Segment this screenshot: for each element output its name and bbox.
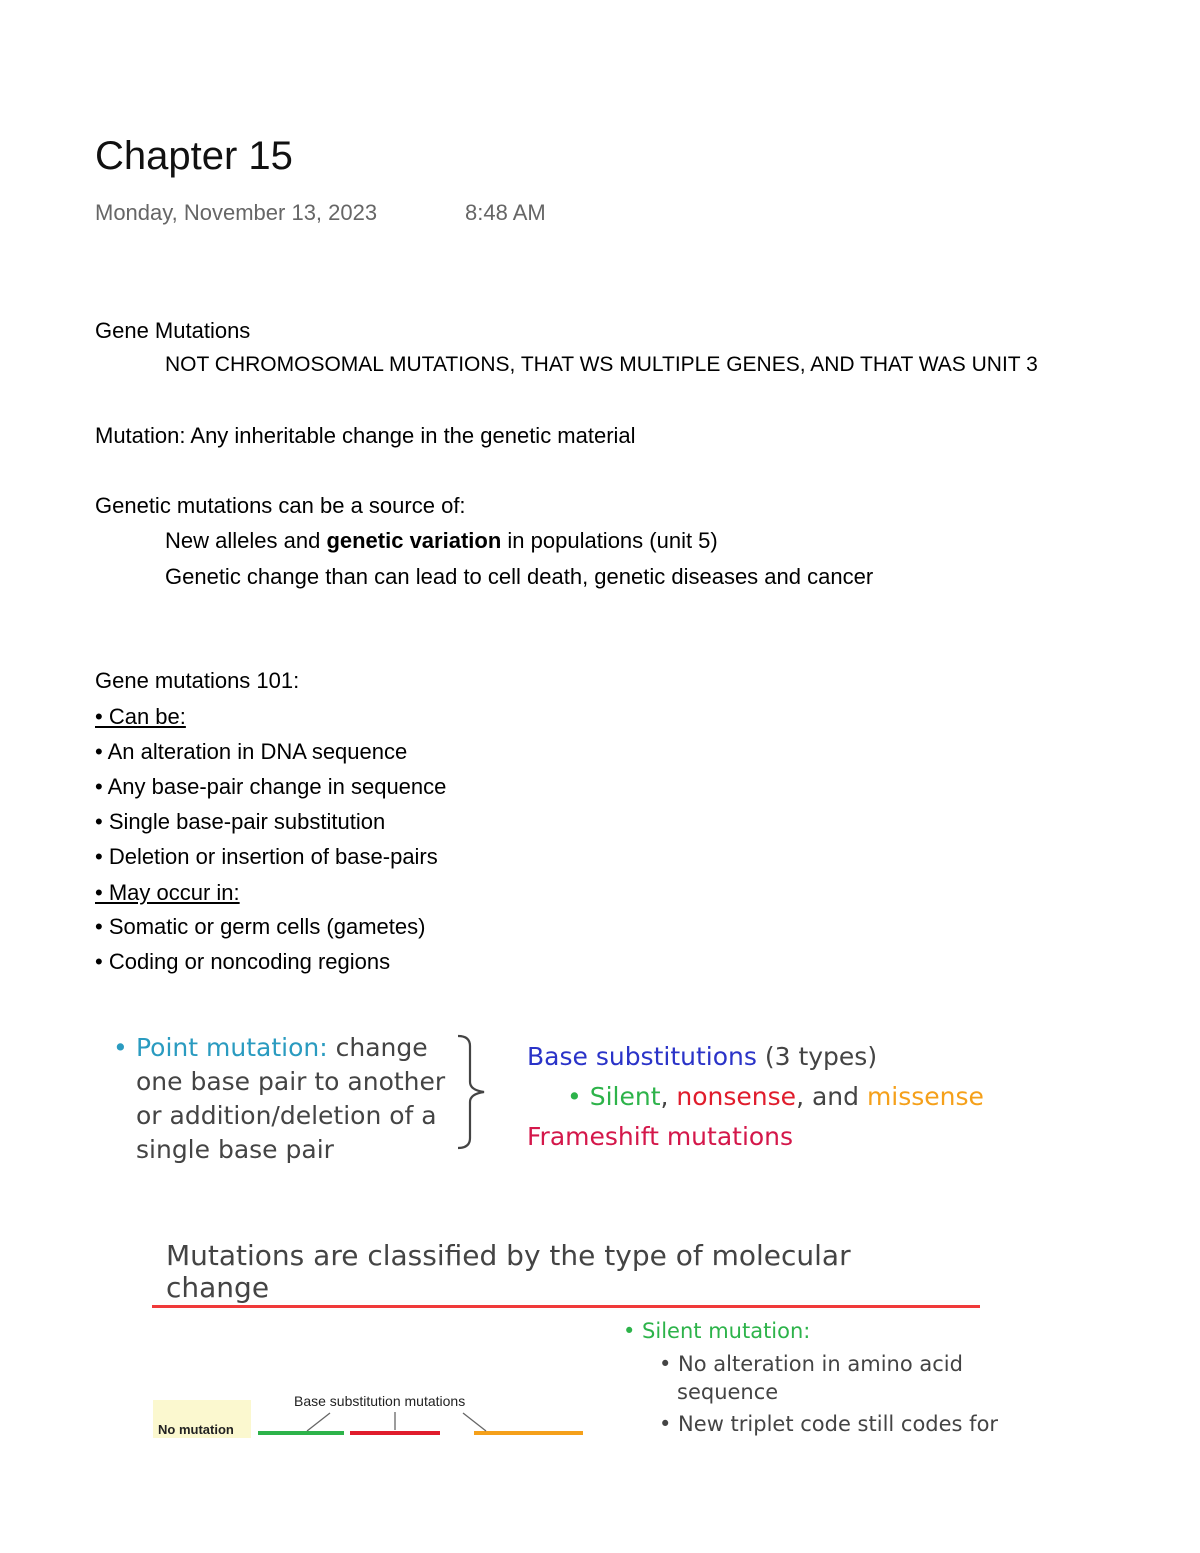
pointer-line bbox=[307, 1413, 330, 1431]
silent-sub-2: • New triplet code still codes for bbox=[659, 1412, 999, 1436]
gene-mutations-heading: Gene Mutations bbox=[95, 318, 251, 343]
page-date: Monday, November 13, 2023 bbox=[95, 200, 378, 225]
list-item: • Can be: bbox=[95, 704, 186, 729]
base-substitutions-line: Base substitutions (3 types) bbox=[527, 1042, 878, 1071]
title-divider bbox=[152, 1305, 980, 1308]
diagram-label: Base substitution mutations bbox=[294, 1393, 466, 1409]
not-chromosomal-note: NOT CHROMOSOMAL MUTATIONS, THAT WS MULTIPLE GENES, AND THAT WAS UNIT 3 bbox=[165, 353, 1038, 376]
nonsense-term: nonsense bbox=[676, 1082, 797, 1111]
page-time: 8:48 AM bbox=[465, 200, 546, 225]
point-mutation-line-2: one base pair to another bbox=[136, 1067, 446, 1096]
list-item: • Single base-pair substitution bbox=[95, 809, 386, 834]
silent-sub-1: • No alteration in amino acid bbox=[659, 1352, 963, 1376]
curly-brace-icon bbox=[450, 1032, 495, 1152]
point-mutation-term: Point mutation: bbox=[136, 1033, 328, 1062]
mutation-definition: Mutation: Any inheritable change in the genetic material bbox=[95, 423, 636, 448]
source-line-2: Genetic change than can lead to cell death, genetic diseases and cancer bbox=[165, 564, 874, 589]
point-mutation-line-1: Point mutation: change bbox=[136, 1033, 428, 1062]
source-heading: Genetic mutations can be a source of: bbox=[95, 493, 466, 518]
point-mutation-line-4: single base pair bbox=[136, 1135, 334, 1164]
source-line-1: New alleles and genetic variation in populations (unit 5) bbox=[165, 528, 718, 553]
list-item: • Somatic or germ cells (gametes) bbox=[95, 914, 426, 939]
mutation-types-line: • Silent, nonsense, and missense bbox=[567, 1082, 984, 1111]
page-title: Chapter 15 bbox=[95, 134, 293, 178]
genetic-variation-bold: genetic variation bbox=[326, 528, 502, 553]
silent-mutation-heading: • Silent mutation: bbox=[623, 1319, 811, 1343]
slide2-title-line-1: Mutations are classified by the type of molecular bbox=[166, 1239, 851, 1272]
slide2-title-line-2: change bbox=[166, 1271, 270, 1304]
slide1-bullet: • bbox=[113, 1033, 128, 1062]
list-item: • Coding or noncoding regions bbox=[95, 949, 391, 974]
gm101-heading: Gene mutations 101: bbox=[95, 668, 300, 693]
pointer-line bbox=[463, 1413, 486, 1431]
missense-term: missense bbox=[866, 1082, 984, 1111]
point-mutation-line-3: or addition/deletion of a bbox=[136, 1101, 437, 1130]
list-item: • Deletion or insertion of base-pairs bbox=[95, 844, 438, 869]
list-item: • An alteration in DNA sequence bbox=[95, 739, 408, 764]
list-item: • Any base-pair change in sequence bbox=[95, 774, 447, 799]
base-substitution-diagram bbox=[250, 1410, 590, 1440]
no-mutation-label: No mutation bbox=[158, 1422, 234, 1437]
list-item: • May occur in: bbox=[95, 880, 240, 905]
silent-sub-1-cont: sequence bbox=[677, 1380, 779, 1404]
base-substitutions-term: Base substitutions bbox=[527, 1042, 757, 1071]
silent-term: Silent bbox=[589, 1082, 661, 1111]
frameshift-term: Frameshift mutations bbox=[527, 1122, 794, 1151]
